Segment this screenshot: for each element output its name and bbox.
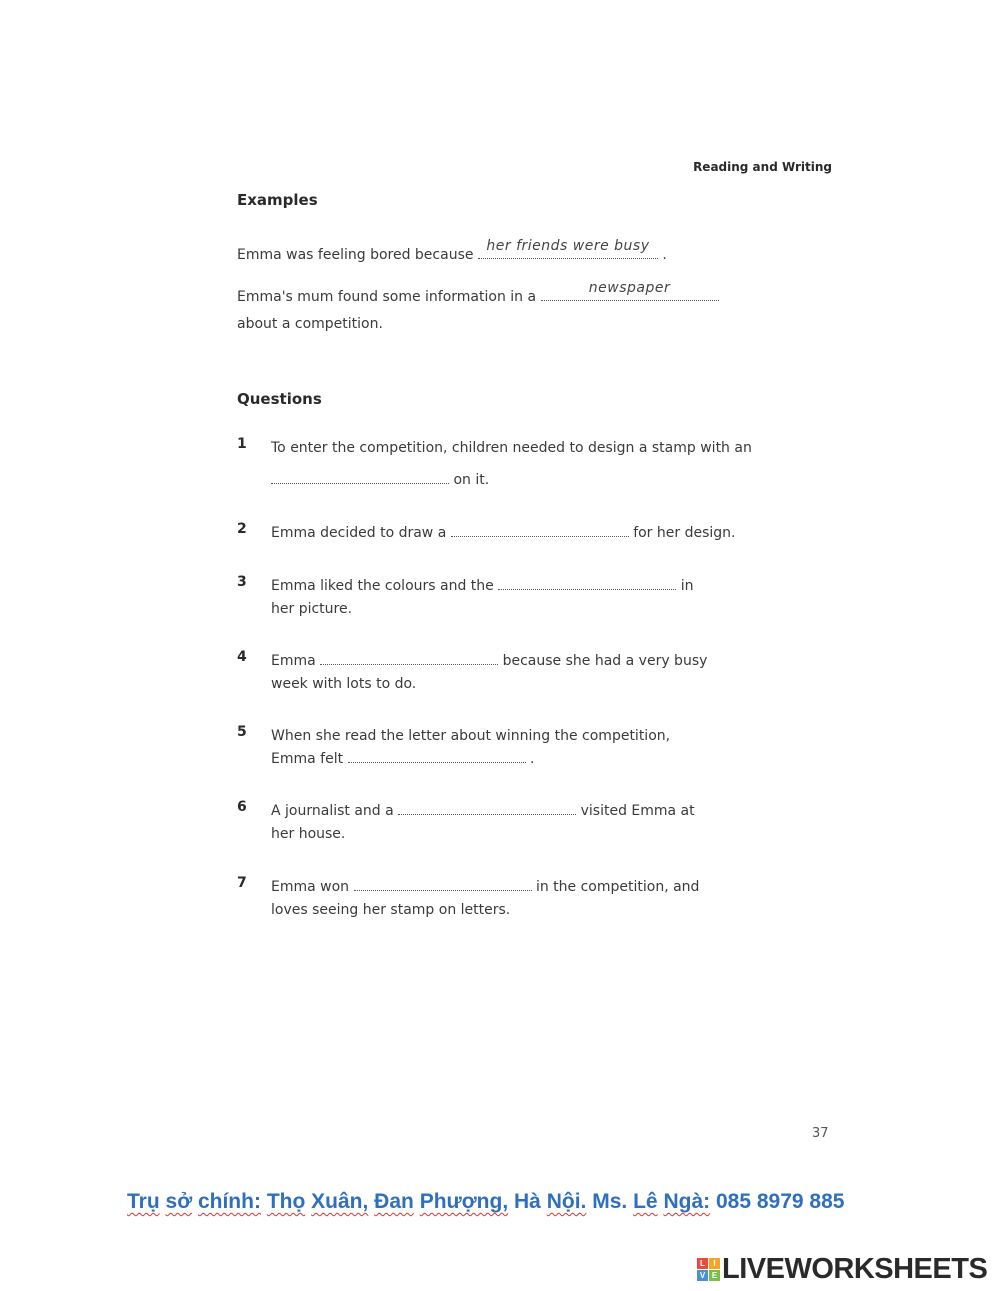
- question-3-before: Emma liked the colours and the: [271, 578, 494, 594]
- question-2-after: for her design.: [633, 525, 736, 541]
- question-7-line2: loves seeing her stamp on letters.: [271, 902, 511, 918]
- footer-phone: 085 8979 885: [715, 1190, 845, 1213]
- example-1-blank: [478, 238, 658, 259]
- question-4-blank[interactable]: [320, 650, 498, 665]
- footer-word: Đan: [374, 1190, 414, 1213]
- logo-text: LIVEWORKSHEETS: [722, 1253, 988, 1285]
- question-number: 1: [237, 436, 247, 452]
- example-2-answer: newspaper: [588, 280, 671, 296]
- example-2: [237, 280, 719, 309]
- footer-word: chính:: [197, 1190, 261, 1213]
- example-1-answer: her friends were busy: [486, 238, 650, 254]
- footer-word: Lê: [633, 1190, 658, 1213]
- question-7-line1: [271, 875, 699, 899]
- examples-heading: Examples: [237, 191, 318, 209]
- question-1-after: on it.: [453, 472, 490, 488]
- question-number: 2: [237, 521, 247, 537]
- footer-word: Phượng,: [419, 1190, 509, 1213]
- question-number: 5: [237, 724, 247, 740]
- question-1-blank[interactable]: [271, 469, 449, 484]
- question-4-after: because she had a very busy: [502, 653, 708, 669]
- question-number: 4: [237, 649, 247, 665]
- question-2-before: Emma decided to draw a: [271, 525, 447, 541]
- question-6-line1: [271, 799, 695, 823]
- question-4-before: Emma: [271, 653, 316, 669]
- example-2-text: Emma's mum found some information in a: [237, 289, 537, 305]
- footer-word: Hà: [514, 1190, 541, 1213]
- logo-block: V: [697, 1270, 708, 1281]
- page-number: 37: [812, 1126, 829, 1141]
- footer-word: Ngà:: [663, 1190, 711, 1213]
- questions-heading: Questions: [237, 390, 322, 408]
- question-5-line1: When she read the letter about winning the competition,: [271, 728, 671, 744]
- logo-block: L: [697, 1258, 708, 1269]
- question-2-line1: [271, 521, 735, 545]
- question-1-line2: [271, 468, 489, 492]
- liveworksheets-logo[interactable]: [697, 1253, 987, 1286]
- question-4-line2: week with lots to do.: [271, 676, 417, 692]
- question-1-line1: To enter the competition, children needed to design a stamp with an: [271, 440, 752, 456]
- question-number: 3: [237, 574, 247, 590]
- example-2-line2: about a competition.: [237, 316, 383, 332]
- example-1-text: Emma was feeling bored because: [237, 247, 474, 263]
- footer-word: Xuân,: [311, 1190, 369, 1213]
- example-1: [237, 238, 667, 267]
- question-3-line2: her picture.: [271, 601, 353, 617]
- logo-blocks-icon: [697, 1258, 720, 1281]
- question-6-after: visited Emma at: [580, 803, 695, 819]
- question-5-blank[interactable]: [348, 748, 526, 763]
- question-5-before: Emma felt: [271, 751, 344, 767]
- question-number: 6: [237, 799, 247, 815]
- question-6-line2: her house.: [271, 826, 346, 842]
- footer-word: sở: [165, 1190, 193, 1213]
- question-6-blank[interactable]: [398, 800, 576, 815]
- logo-block: I: [709, 1258, 720, 1269]
- question-2-blank[interactable]: [451, 522, 629, 537]
- footer-word: Trụ: [127, 1190, 160, 1213]
- question-3-line1: [271, 574, 693, 598]
- question-7-after: in the competition, and: [535, 879, 700, 895]
- footer-word: Ms.: [592, 1190, 628, 1213]
- logo-block: E: [709, 1270, 720, 1281]
- example-1-end: .: [662, 247, 667, 263]
- footer-word: Nội.: [546, 1190, 587, 1213]
- question-3-after: in: [680, 578, 694, 594]
- question-6-before: A journalist and a: [271, 803, 394, 819]
- footer-word: Thọ: [266, 1190, 306, 1213]
- question-3-blank[interactable]: [498, 575, 676, 590]
- question-5-after: .: [529, 751, 535, 767]
- question-7-blank[interactable]: [354, 876, 532, 891]
- question-4-line1: [271, 649, 707, 673]
- question-number: 7: [237, 875, 247, 891]
- section-header: Reading and Writing: [693, 160, 832, 174]
- footer-contact: [127, 1190, 844, 1214]
- example-2-blank: [541, 280, 719, 301]
- question-7-before: Emma won: [271, 879, 350, 895]
- question-5-line2: [271, 747, 534, 771]
